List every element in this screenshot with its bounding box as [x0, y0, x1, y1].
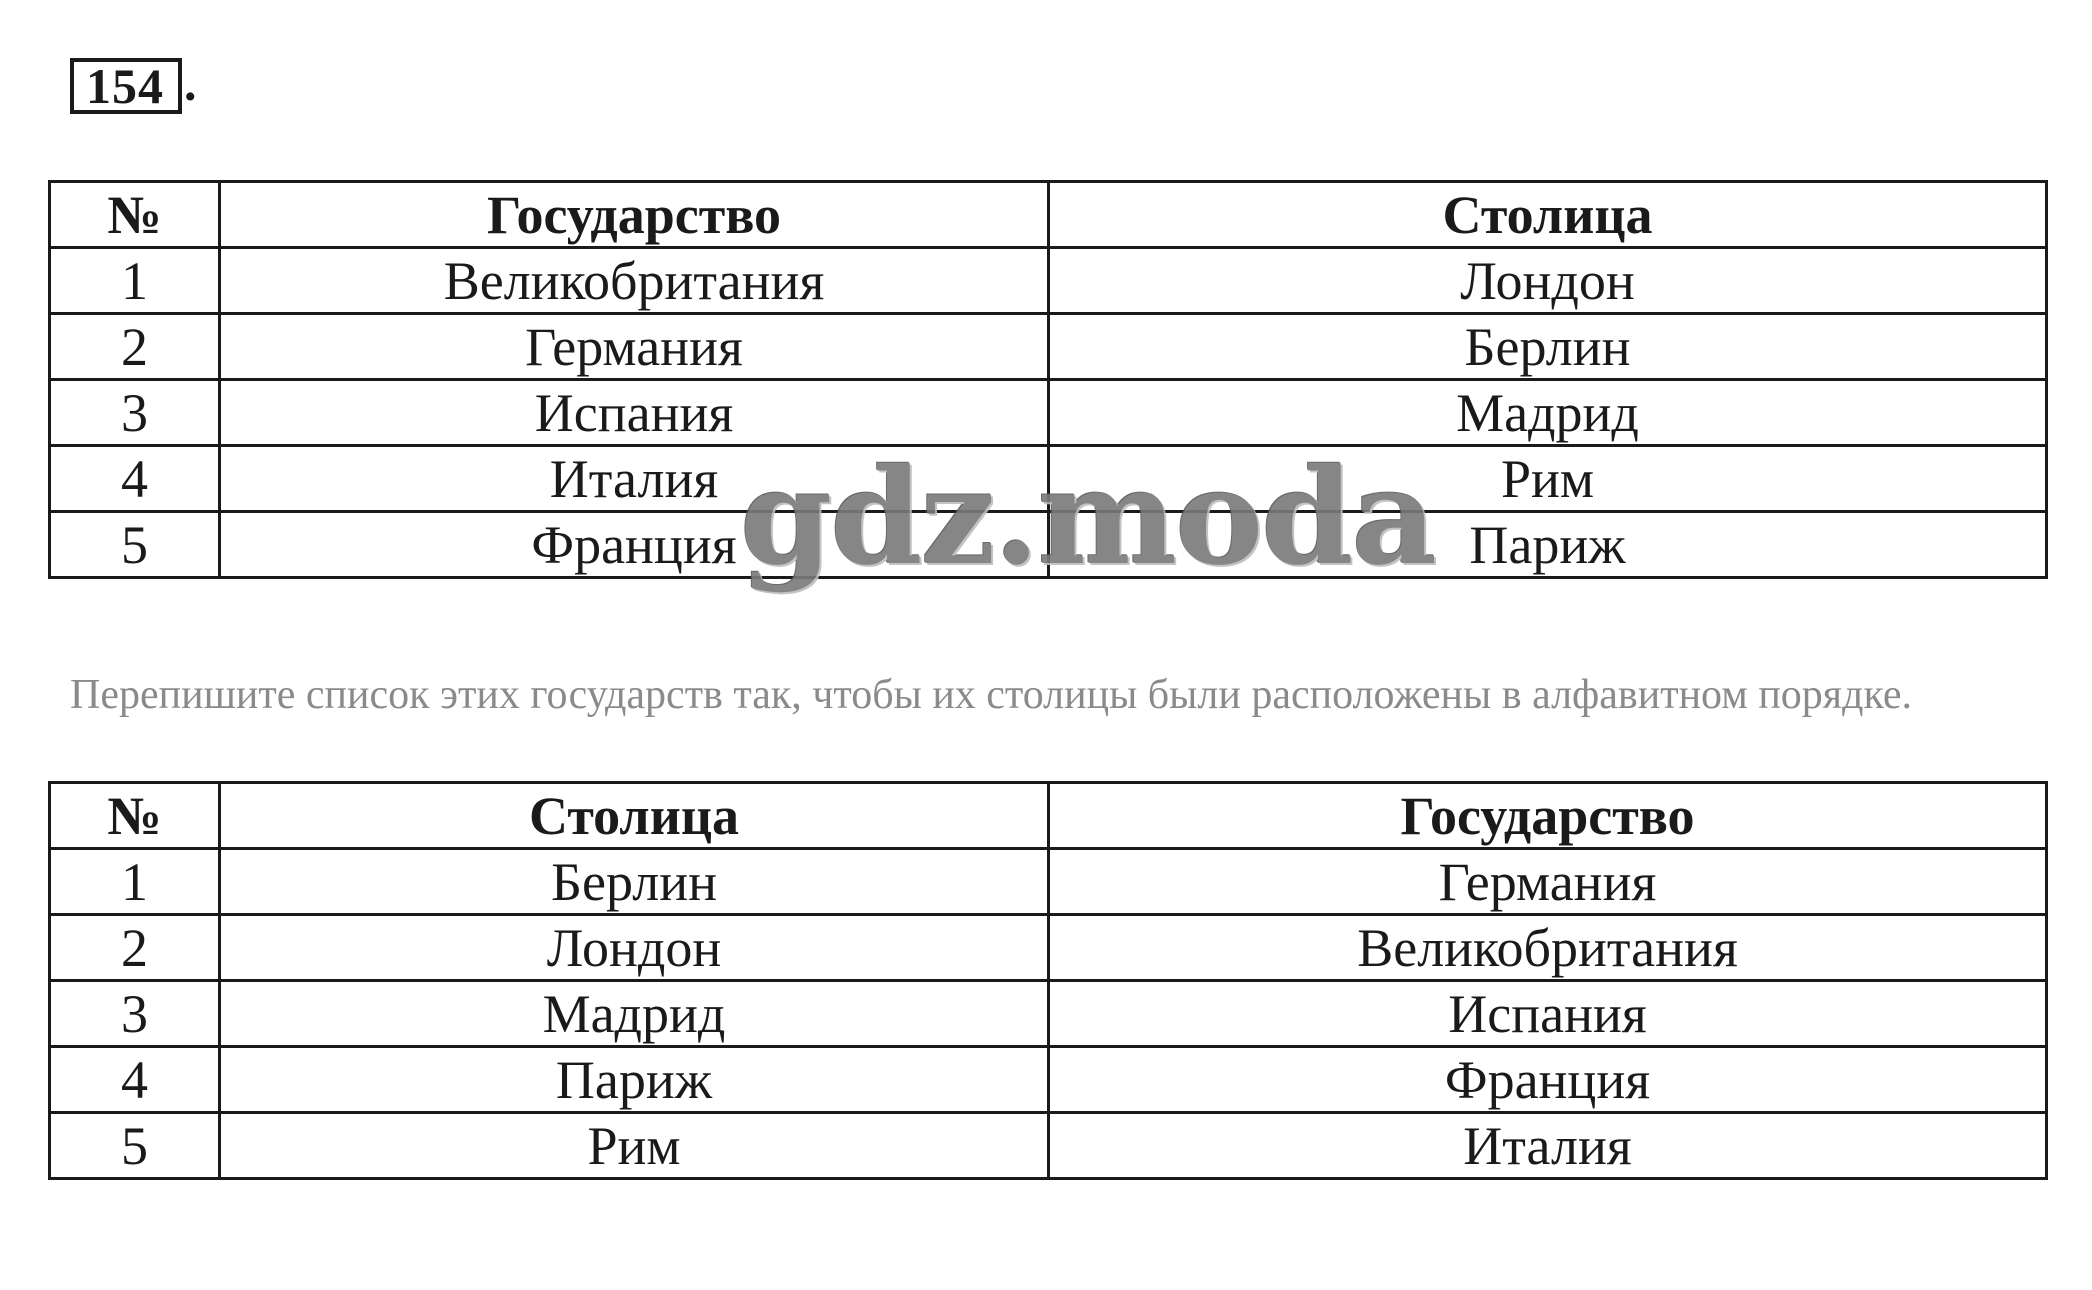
capital-cell: Берлин — [220, 849, 1049, 915]
table-row — [50, 380, 2047, 446]
country-cell: Франция — [220, 512, 1049, 578]
task-number-box — [70, 58, 182, 114]
capital-cell: Берлин — [1049, 314, 2047, 380]
header-country: Государство — [1049, 783, 2047, 849]
instruction-text: Перепишите список этих государств так, чтобы их столицы были расположены в алфавитном порядке. — [70, 672, 1912, 718]
country-cell: Италия — [220, 446, 1049, 512]
task-number-value: 154 — [86, 58, 164, 114]
header-country: Государство — [220, 182, 1049, 248]
country-cell: Испания — [1049, 981, 2047, 1047]
capital-cell: Мадрид — [1049, 380, 2047, 446]
capital-cell: Париж — [1049, 512, 2047, 578]
table-row — [50, 1047, 2047, 1113]
capital-cell: Париж — [220, 1047, 1049, 1113]
country-cell: Испания — [220, 380, 1049, 446]
row-number: 5 — [50, 1113, 220, 1179]
country-cell: Италия — [1049, 1113, 2047, 1179]
table-row — [50, 314, 2047, 380]
capital-cell: Рим — [1049, 446, 2047, 512]
country-cell: Великобритания — [1049, 915, 2047, 981]
table-row — [50, 512, 2047, 578]
watermark-logo: gdz.moda — [740, 440, 1436, 595]
row-number: 2 — [50, 915, 220, 981]
table-row — [50, 446, 2047, 512]
table-row — [50, 981, 2047, 1047]
task-number-dot: . — [184, 55, 197, 111]
row-number: 4 — [50, 446, 220, 512]
capital-cell: Лондон — [1049, 248, 2047, 314]
capital-cell: Лондон — [220, 915, 1049, 981]
table-row — [50, 248, 2047, 314]
table-header-row — [50, 182, 2047, 248]
row-number: 3 — [50, 380, 220, 446]
table-row — [50, 915, 2047, 981]
country-cell: Германия — [220, 314, 1049, 380]
task-number — [70, 54, 197, 118]
country-cell: Франция — [1049, 1047, 2047, 1113]
capitals-countries-sorted-table — [48, 781, 2048, 1180]
header-capital: Столица — [1049, 182, 2047, 248]
header-number: № — [50, 783, 220, 849]
row-number: 4 — [50, 1047, 220, 1113]
header-capital: Столица — [220, 783, 1049, 849]
row-number: 5 — [50, 512, 220, 578]
table-row — [50, 849, 2047, 915]
header-number: № — [50, 182, 220, 248]
table-header-row — [50, 783, 2047, 849]
table-row — [50, 1113, 2047, 1179]
capital-cell: Рим — [220, 1113, 1049, 1179]
row-number: 3 — [50, 981, 220, 1047]
countries-capitals-table — [48, 180, 2048, 579]
country-cell: Великобритания — [220, 248, 1049, 314]
row-number: 1 — [50, 849, 220, 915]
capital-cell: Мадрид — [220, 981, 1049, 1047]
row-number: 2 — [50, 314, 220, 380]
country-cell: Германия — [1049, 849, 2047, 915]
row-number: 1 — [50, 248, 220, 314]
